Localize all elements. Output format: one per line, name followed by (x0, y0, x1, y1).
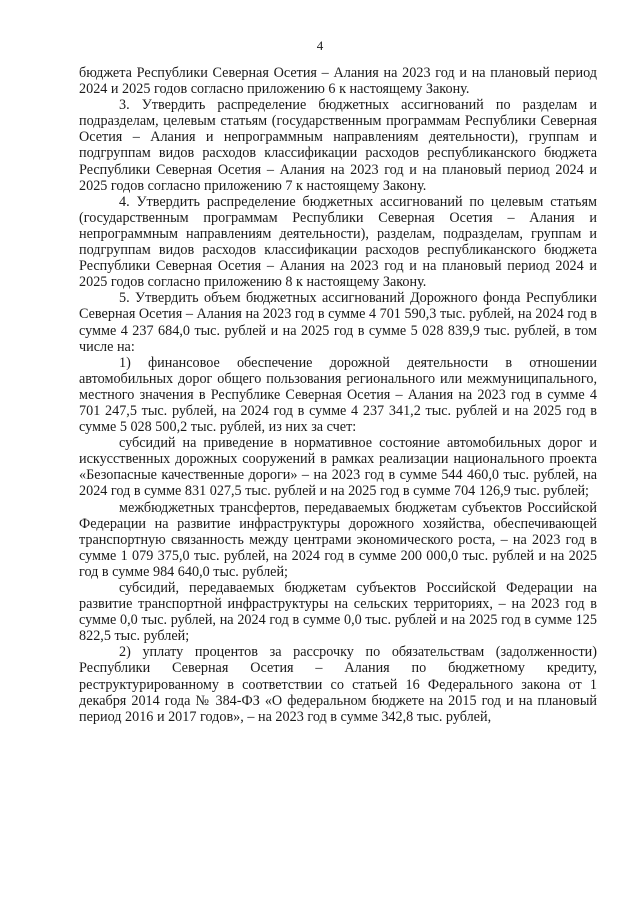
paragraph: субсидий на приведение в нормативное состояние автомобильных дорог и искусственных дорожных сооружений в рамках реализации национального проекта «Безопасные качественные дороги» – на 2023 год в сумме 544 460,0 тыс. рублей, на 2024 год в сумме 831 027,5 тыс. рублей и на 2025 год в сумме 704 126,9 тыс. рублей; (79, 435, 597, 500)
paragraph: 3. Утвердить распределение бюджетных ассигнований по разделам и подразделам, целевым статьям (государственным программам Республики Северная Осетия – Алания и непрограммным направлениям деятельности), группам и подгруппам видов расходов классификации расходов республиканского бюджета Республики Северная Осетия – Алания на 2023 год и на плановый период 2024 и 2025 годов согласно приложению 7 к настоящему Закону. (79, 97, 597, 194)
paragraph: 2) уплату процентов за рассрочку по обязательствам (задолженности) Республики Северная Осетия – Алания по бюджетному кредиту, реструктурированному в соответствии со статьей 16 Федерального закона от 1 декабря 2014 года № 384-ФЗ «О федеральном бюджете на 2015 год и на плановый период 2016 и 2017 годов», – на 2023 год в сумме 342,8 тыс. рублей, (79, 644, 597, 725)
document-body (79, 65, 597, 725)
paragraph: субсидий, передаваемых бюджетам субъектов Российской Федерации на развитие транспортной инфраструктуры на сельских территориях, – на 2023 год в сумме 0,0 тыс. рублей, на 2024 год в сумме 0,0 тыс. рублей и на 2025 год в сумме 125 822,5 тыс. рублей; (79, 580, 597, 645)
paragraph: 4. Утвердить распределение бюджетных ассигнований по целевым статьям (государственным программам Республики Северная Осетия – Алания и непрограммным направлениям деятельности), разделам, подразделам, группам и подгруппам видов расходов классификации расходов республиканского бюджета Республики Северная Осетия – Алания на 2023 год и на плановый период 2024 и 2025 годов согласно приложению 8 к настоящему Закону. (79, 193, 597, 291)
paragraph: 5. Утвердить объем бюджетных ассигнований Дорожного фонда Республики Северная Осетия – Алания на 2023 год в сумме 4 701 590,3 тыс. рублей, на 2024 год в сумме 4 237 684,0 тыс. рублей и на 2025 год в сумме 5 028 839,9 тыс. рублей, в том числе на: (79, 290, 597, 355)
page-number: 4 (316, 38, 324, 53)
paragraph: бюджета Республики Северная Осетия – Алания на 2023 год и на плановый период 2024 и 2025 годов согласно приложению 6 к настоящему Закону. (79, 65, 597, 98)
paragraph: межбюджетных трансфертов, передаваемых бюджетам субъектов Российской Федерации на развитие инфраструктуры дорожного хозяйства, обеспечивающей транспортную связанность между центрами экономического роста, – на 2023 год в сумме 1 079 375,0 тыс. рублей, на 2024 год в сумме 200 000,0 тыс. рублей и на 2025 год в сумме 984 640,0 тыс. рублей; (79, 499, 597, 580)
paragraph: 1) финансовое обеспечение дорожной деятельности в отношении автомобильных дорог общего пользования регионального или межмуниципального, местного значения в Республике Северная Осетия – Алания на 2023 год в сумме 4 701 247,5 тыс. рублей, на 2024 год в сумме 4 237 341,2 тыс. рублей и на 2025 год в сумме 5 028 500,2 тыс. рублей, из них за счет: (79, 354, 597, 436)
